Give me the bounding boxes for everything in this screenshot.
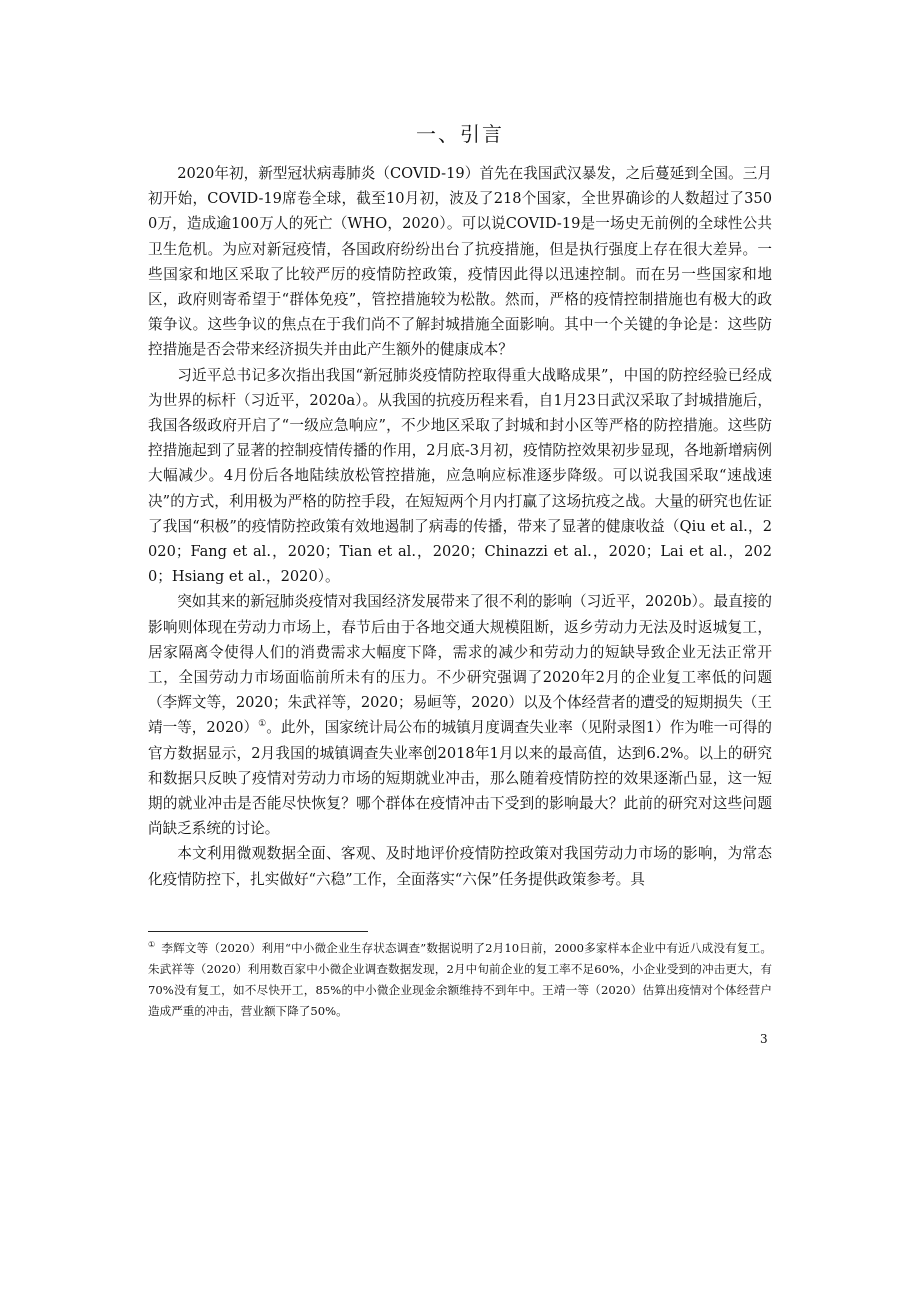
paragraph-2: 习近平总书记多次指出我国“新冠肺炎疫情防控取得重大战略成果”，中国的防控经验已经成为世界的标杆（习近平，2020a）。从我国的抗疫历程来看，自1月23日武汉采取了封城措施后，我国各级政府开启了“一级应急响应”，不少地区采取了封城和封小区等严格的防控措施。这些防控措施起到了显著的控制疫情传播的作用，2月底-3月初，疫情防控效果初步显现，各地新增病例大幅减少。4月份后各地陆续放松管控措施，应急响应标准逐步降级。可以说我国采取“速战速决”的方式，利用极为严格的防控手段，在短短两个月内打赢了这场抗疫之战。大量的研究也佐证了我国“积极”的疫情防控政策有效地遏制了病毒的传播，带来了显著的健康收益（Qiu et al.，2020；Fang et al.，2020；Tian et al.，2020；Chinazzi et al.，2020；Lai et al.，2020；Hsiang et al.，2020）。 [148,366,772,586]
paragraph-1: 2020年初，新型冠状病毒肺炎（COVID-19）首先在我国武汉暴发，之后蔓延到全国。三月初开始，COVID-19席卷全球，截至10月初，波及了218个国家，全世界确诊的人数超过了3500万，造成逾100万人的死亡（WHO，2020）。可以说COVID-19是一场史无前例的全球性公共卫生危机。为应对新冠疫情，各国政府纷纷出台了抗疫措施，但是执行强度上存在很大差异。一些国家和地区采取了比较严厉的疫情防控政策，疫情因此得以迅速控制。而在另一些国家和地区，政府则寄希望于“群体免疫”，管控措施较为松散。然而，严格的疫情控制措施也有极大的政策争议。这些争议的焦点在于我们尚不了解封城措施全面影响。其中一个关键的争论是：这些防控措施是否会带来经济损失并由此产生额外的健康成本？ [148,165,772,359]
page-number: 3 [760,1032,768,1046]
paragraph-4: 本文利用微观数据全面、客观、及时地评价疫情防控政策对我国劳动力市场的影响，为常态化疫情防控下，扎实做好“六稳”工作，全面落实“六保”任务提供政策参考。具 [148,845,772,888]
footnote-text: 李辉文等（2020）利用“中小微企业生存状态调查”数据说明了2月10日前，2000多家样本企业中有近八成没有复工。朱武祥等（2020）利用数百家中小微企业调查数据发现，2月中旬前企业的复工率不足60%，小企业受到的冲击更大，有70%没有复工，如不尽快开工，85%的中小微企业现金余额维持不到年中。王靖一等（2020）估算出疫情对个体经营户造成严重的冲击，营业额下降了50%。 [148,941,772,1018]
footnote-mark: ① [148,940,156,950]
footnote-reference[interactable]: ① [258,719,267,730]
paragraph-3-text: 突如其来的新冠肺炎疫情对我国经济发展带来了很不利的影响（习近平，2020b）。最直接的影响则体现在劳动力市场上，春节后由于各地交通大规模阻断，返乡劳动力无法及时返城复工，居家隔离令使得人们的消费需求大幅度下降，需求的减少和劳动力的短缺导致企业无法正常开工，全国劳动力市场面临前所未有的压力。不少研究强调了2020年2月的企业复工率低的问题（李辉文等，2020；朱武祥等，2020；易峘等，2020）以及个体经营者的遭受的短期损失（王靖一等，2020） [148,593,772,737]
footnote-separator [148,931,368,932]
section-title: 一、引言 [416,122,504,146]
page-body [148,118,772,892]
paragraph-3-tail: 。此外，国家统计局公布的城镇月度调查失业率（见附录图1）作为唯一可得的官方数据显示，2月我国的城镇调查失业率创2018年1月以来的最高值，达到6.2%。以上的研究和数据只反映了疫情对劳动力市场的短期就业冲击，那么随着疫情防控的效果逐渐凸显，这一短期的就业冲击是否能尽快恢复？哪个群体在疫情冲击下受到的影响最大？此前的研究对这些问题尚缺乏系统的讨论。 [148,719,772,838]
paragraph-3 [148,589,772,841]
footnote [148,938,772,1022]
